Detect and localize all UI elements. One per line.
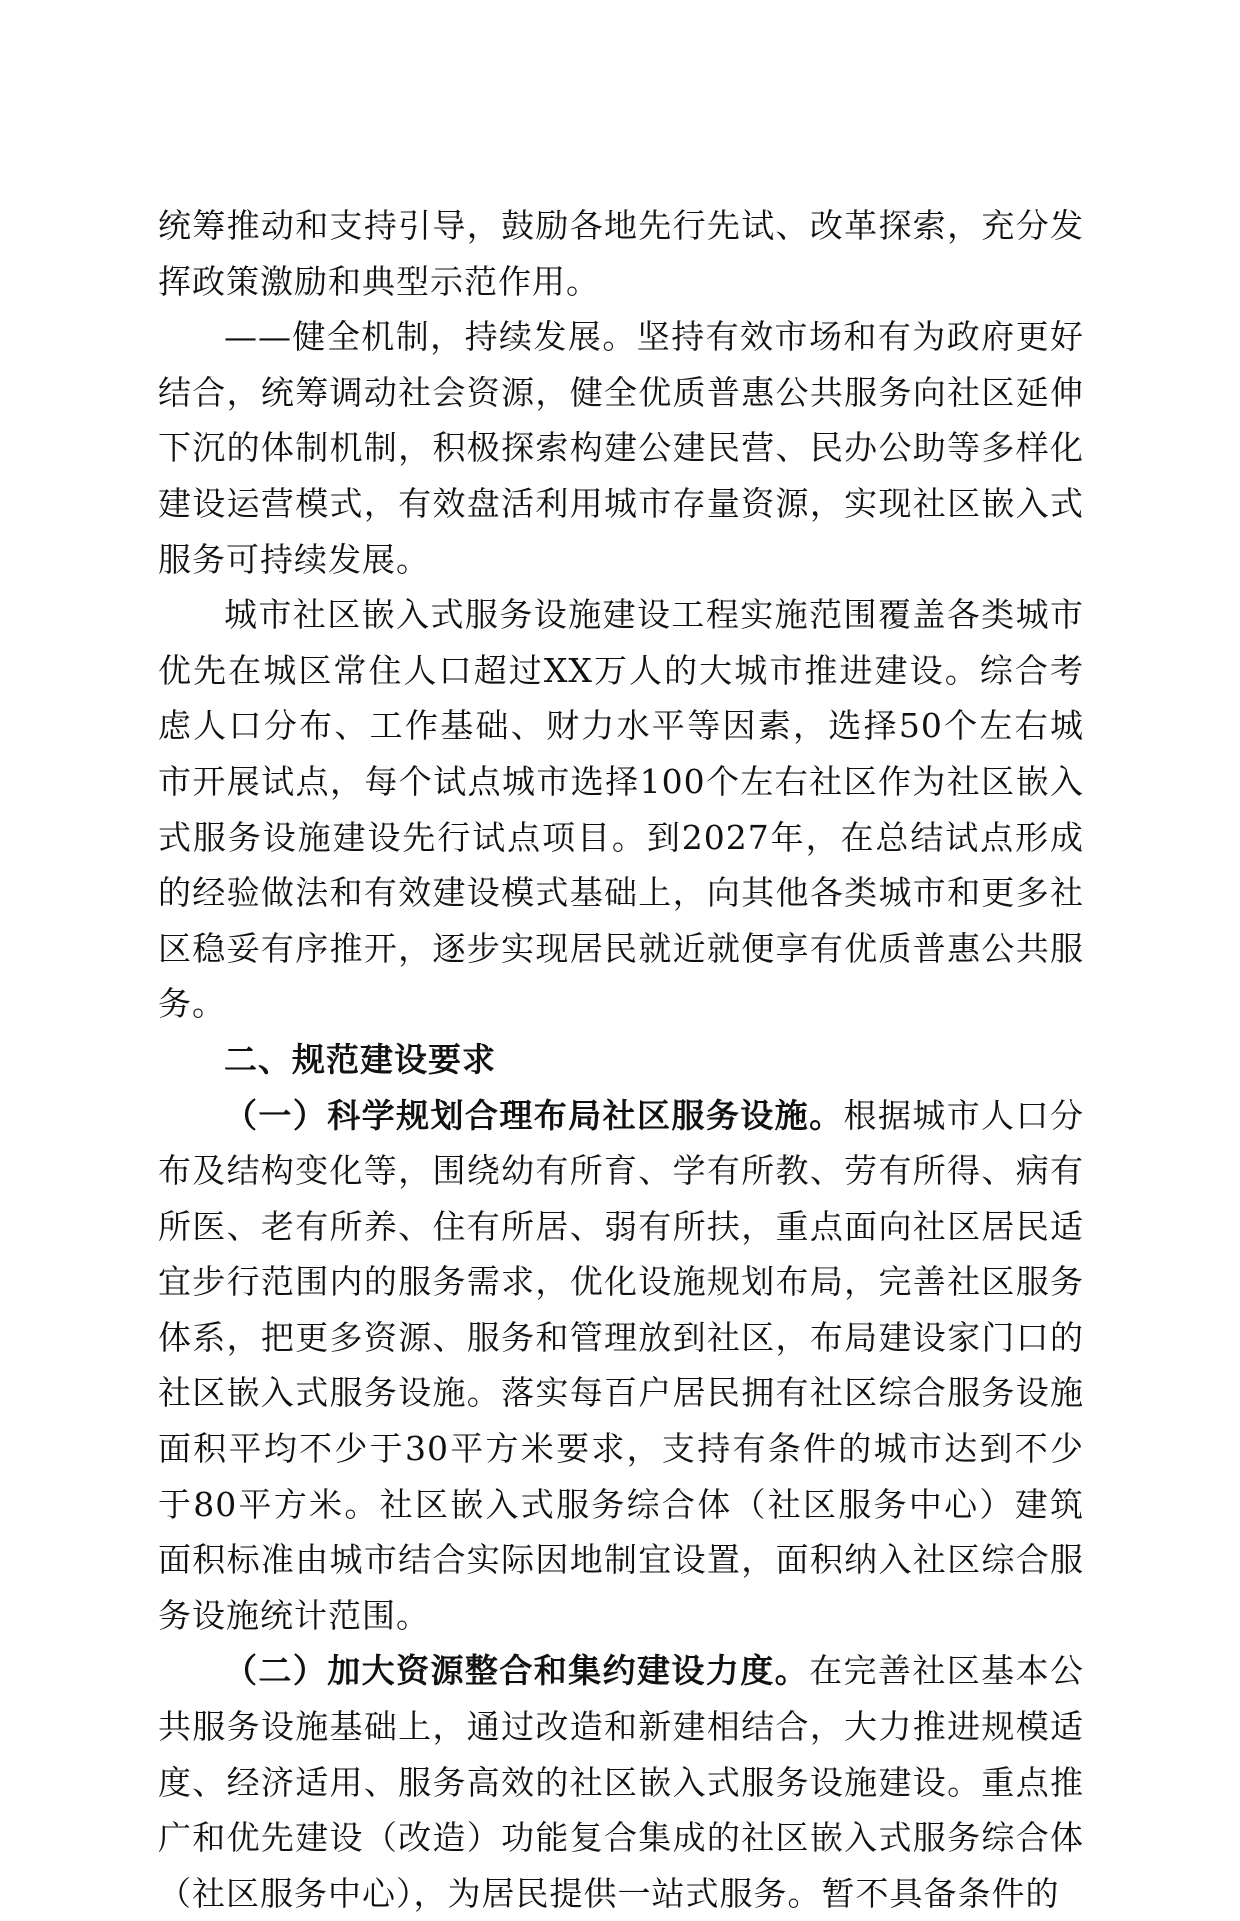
paragraph-scope: 城市社区嵌入式服务设施建设工程实施范围覆盖各类城市优先在城区常住人口超过XX万人的大城市推进建设。综合考虑人口分布、工作基础、财力水平等因素，选择50个左右城市开展试点，每个试点城市选择100个左右社区作为社区嵌入式服务设施建设先行试点项目。到2027年，在总结试点形成的经验做法和有效建设模式基础上，向其他各类城市和更多社区稳妥有序推开，逐步实现居民就近就便享有优质普惠公共服务。 (158, 595, 1084, 1024)
paragraph-section-2 (158, 1643, 1084, 1921)
section-1-lead: （一）科学规划合理布局社区服务设施。 (224, 1095, 844, 1135)
paragraph-continued: 统筹推动和支持引导，鼓励各地先行先试、改革探索，充分发挥政策激励和典型示范作用。 (158, 206, 1084, 301)
section-heading: 二、规范建设要求 (224, 1039, 496, 1079)
document-body (158, 198, 1084, 1921)
paragraph-mechanism: ——健全机制，持续发展。坚持有效市场和有为政府更好结合，统筹调动社会资源，健全优质普惠公共服务向社区延伸下沉的体制机制，积极探索构建公建民营、民办公助等多样化建设运营模式，有效盘活利用城市存量资源，实现社区嵌入式服务可持续发展。 (158, 317, 1084, 579)
paragraph-section-1 (158, 1088, 1084, 1644)
section-1-body: 根据城市人口分布及结构变化等，围绕幼有所育、学有所教、劳有所得、病有所医、老有所养、住有所居、弱有所扶，重点面向社区居民适宜步行范围内的服务需求，优化设施规划布局，完善社区服务体系，把更多资源、服务和管理放到社区，布局建设家门口的社区嵌入式服务设施。落实每百户居民拥有社区综合服务设施面积平均不少于30平方米要求，支持有条件的城市达到不少于80平方米。社区嵌入式服务综合体（社区服务中心）建筑面积标准由城市结合实际因地制宜设置，面积纳入社区综合服务设施统计范围。 (158, 1095, 1085, 1635)
section-2-body: 在完善社区基本公共服务设施基础上，通过改造和新建相结合，大力推进规模适度、经济适用、服务高效的社区嵌入式服务设施建设。重点推广和优先建设（改造）功能复合集成的社区嵌入式服务综合体（社区服务中心），为居民提供一站式服务。暂不具备条件的 (158, 1651, 1085, 1913)
section-2-lead: （二）加大资源整合和集约建设力度。 (224, 1651, 810, 1691)
